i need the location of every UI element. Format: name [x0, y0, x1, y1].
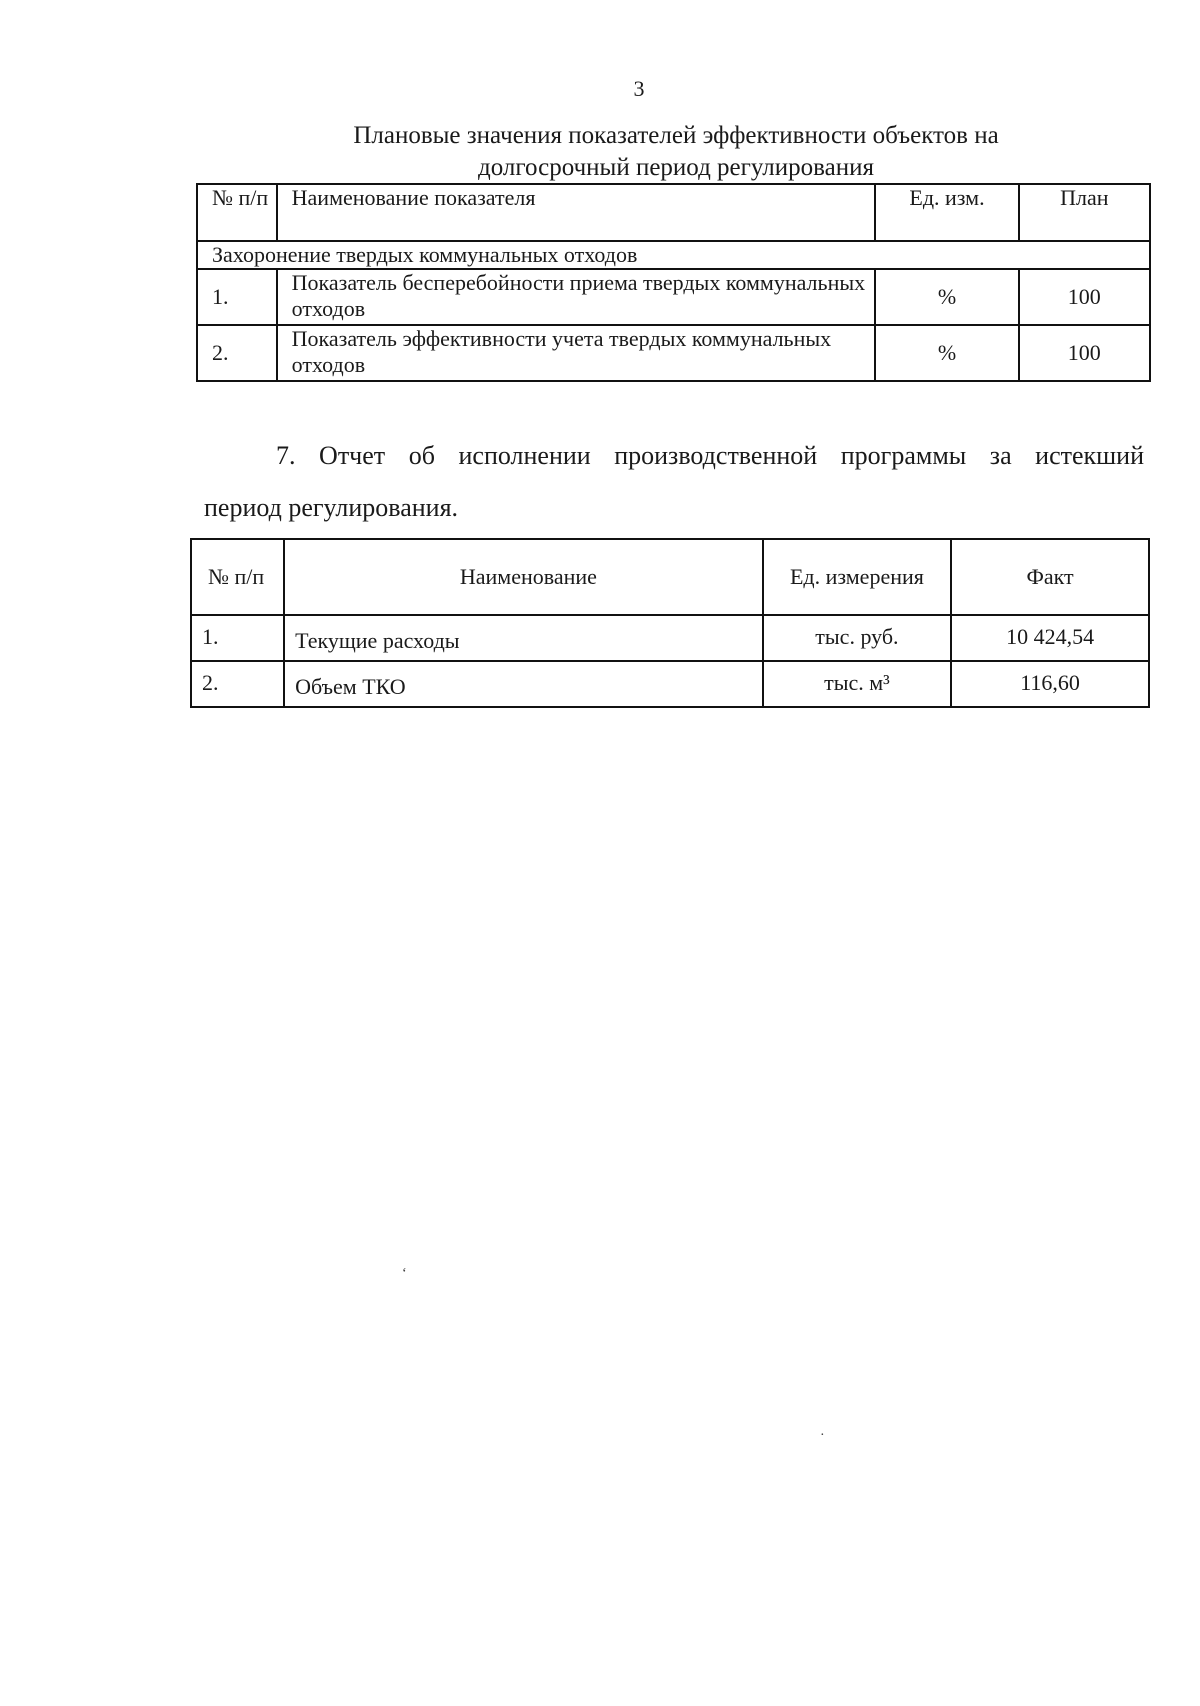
- header-num: № п/п: [191, 539, 284, 615]
- row-fact: 10 424,54: [951, 615, 1149, 661]
- table-row: [197, 325, 1150, 381]
- table-row: [191, 661, 1149, 707]
- row-num: 2.: [191, 661, 284, 707]
- table-row: [191, 615, 1149, 661]
- header-plan: План: [1019, 184, 1150, 241]
- page-number: 3: [633, 76, 645, 101]
- row-fact: 116,60: [951, 661, 1149, 707]
- program-report-table: [190, 538, 1150, 708]
- scan-speck: ·: [820, 1428, 825, 1443]
- table1-title-line2: долгосрочный период регулирования: [478, 154, 874, 181]
- table-header-row: [191, 539, 1149, 615]
- planned-indicators-table: [196, 183, 1151, 382]
- section-label: Захоронение твердых коммунальных отходов: [197, 241, 1150, 269]
- row-unit: тыс. м³: [763, 661, 952, 707]
- header-unit: Ед. изм.: [875, 184, 1018, 241]
- row-unit: %: [875, 269, 1018, 325]
- row-num: 1.: [197, 269, 277, 325]
- scan-speck: ‘: [402, 1266, 407, 1281]
- header-name: Наименование: [284, 539, 763, 615]
- section-7-line1: 7. Отчет об исполнении производственной программы за истекший: [276, 441, 1144, 470]
- header-fact: Факт: [951, 539, 1149, 615]
- header-unit: Ед. измерения: [763, 539, 952, 615]
- header-name: Наименование показателя: [277, 184, 876, 241]
- row-plan: 100: [1019, 269, 1150, 325]
- row-plan: 100: [1019, 325, 1150, 381]
- section-7-heading: [204, 430, 1144, 534]
- table1-title-line1: Плановые значения показателей эффективности объектов на: [353, 122, 999, 149]
- row-unit: %: [875, 325, 1018, 381]
- row-unit: тыс. руб.: [763, 615, 952, 661]
- section-7-line2: период регулирования.: [204, 493, 459, 522]
- section-row: [197, 241, 1150, 269]
- row-name: Показатель бесперебойности приема твердых коммунальных отходов: [277, 269, 876, 325]
- row-name: Текущие расходы: [284, 615, 763, 661]
- row-num: 2.: [197, 325, 277, 381]
- row-name: Показатель эффективности учета твердых коммунальных отходов: [277, 325, 876, 381]
- row-name: Объем ТКО: [284, 661, 763, 707]
- row-num: 1.: [191, 615, 284, 661]
- table1-title: [196, 120, 1156, 184]
- table-header-row: [197, 184, 1150, 241]
- header-num: № п/п: [197, 184, 277, 241]
- table-row: [197, 269, 1150, 325]
